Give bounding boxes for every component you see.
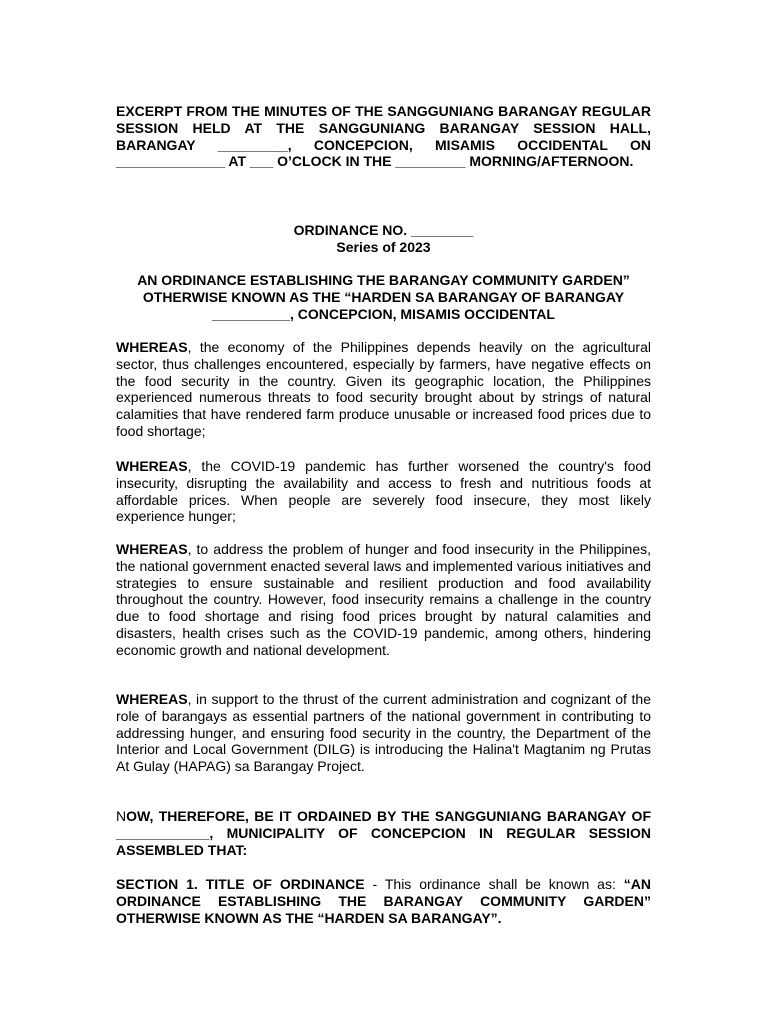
section-1-quote: “AN ORDINANCE ESTABLISHING THE BARANGAY COMMUNITY GARDEN” OTHERWISE KNOWN AS THE “HARDEN SA BARANGAY”. — [116, 876, 651, 926]
ordinance-series — [116, 239, 651, 256]
now-therefore-text: OW, THEREFORE, BE IT ORDAINED BY THE SANGGUNIANG BARANGAY OF ____________, MUNICIPALITY OF CONCEPCION IN REGULAR SESSION ASSEMBLED THAT: — [116, 808, 651, 858]
section-1 — [116, 876, 651, 926]
whereas-lead: WHEREAS — [116, 458, 188, 474]
whereas-clause-3 — [116, 541, 651, 659]
ordinance-number-label: ORDINANCE NO. ________ — [293, 222, 474, 238]
whereas-text: , the COVID-19 pandemic has further worsened the country's food insecurity, disrupting the availability and access to fresh and nutritious foods at affordable prices. When people are severely food insecure, they most likely experience hunger; — [116, 458, 651, 525]
ordinance-series-label: Series of 2023 — [336, 239, 431, 255]
whereas-lead: WHEREAS — [116, 339, 188, 355]
whereas-clause-1 — [116, 339, 651, 440]
whereas-lead: WHEREAS — [116, 691, 188, 707]
whereas-clause-2 — [116, 458, 651, 525]
whereas-text: , in support to the thrust of the current administration and cognizant of the role of barangays as essential partners of the national government in contributing to addressing hunger, and ensuring food security in the country, the Department of the Interior and Local Government (DILG) is introducing the Halina't Magtanim ng Prutas At Gulay (HAPAG) sa Barangay Project. — [116, 691, 651, 775]
section-1-text: - This ordinance shall be known as: — [364, 876, 616, 892]
whereas-lead: WHEREAS — [116, 541, 188, 557]
whereas-text: , the economy of the Philippines depends heavily on the agricultural sector, thus challenges encountered, especially by farmers, have negative effects on the food security in the country. Given its geographic location, the Philippines experienced numerous threats to food security brought about by strings of natural calamities that have rendered farm produce unusable or increased food prices due to food shortage; — [116, 339, 651, 439]
now-therefore-clause — [116, 808, 651, 858]
minutes-header: EXCERPT FROM THE MINUTES OF THE SANGGUNIANG BARANGAY REGULAR SESSION HELD AT THE SANGGUNIANG BARANGAY SESSION HALL, BARANGAY _________, CONCEPCION, MISAMIS OCCIDENTAL ON ______________ AT ___ O’CLOCK IN THE _________ MORNING/AFTERNOON. — [116, 103, 651, 170]
ordinance-number — [116, 222, 651, 239]
now-therefore-first-letter: N — [116, 808, 127, 824]
ordinance-title: AN ORDINANCE ESTABLISHING THE BARANGAY COMMUNITY GARDEN” OTHERWISE KNOWN AS THE “HARDEN SA BARANGAY OF BARANGAY __________, CONCEPCION, MISAMIS OCCIDENTAL — [137, 272, 630, 322]
whereas-clause-4 — [116, 691, 651, 775]
section-1-heading: SECTION 1. TITLE OF ORDINANCE — [116, 876, 365, 892]
whereas-text: , to address the problem of hunger and food insecurity in the Philippines, the national government enacted several laws and implemented various initiatives and strategies to ensure sustainable and resilient production and food availability throughout the country. However, food insecurity remains a challenge in the country due to food shortage and rising food prices brought by natural calamities and disasters, health crises such as the COVID-19 pandemic, among others, hindering economic growth and national development. — [116, 541, 651, 658]
